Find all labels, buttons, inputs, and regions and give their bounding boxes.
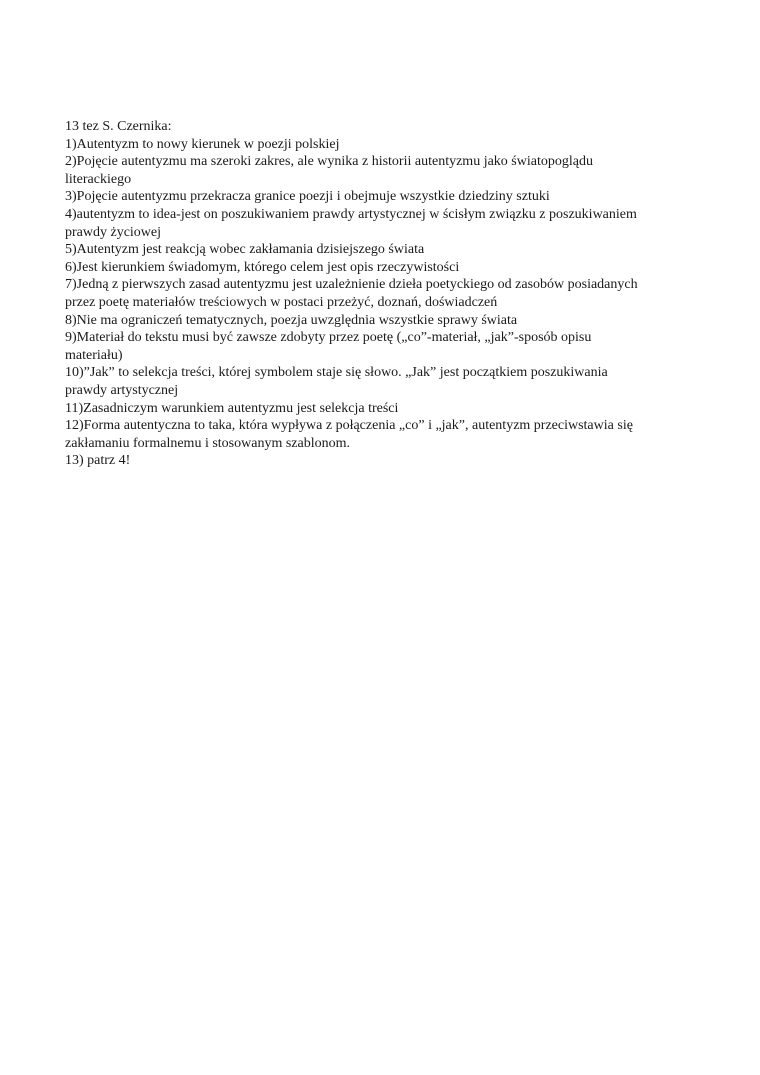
text-line: prawdy artystycznej — [65, 382, 179, 398]
text-line: 4)autentyzm to idea-jest on poszukiwaniem prawdy artystycznej w ścisłym związku z poszukiwaniem — [65, 206, 637, 222]
text-line: literackiego — [65, 171, 132, 187]
text-line: 2)Pojęcie autentyzmu ma szeroki zakres, ale wynika z historii autentyzmu jako światopoglądu — [65, 154, 593, 170]
text-line: 8)Nie ma ograniczeń tematycznych, poezja uwzględnia wszystkie sprawy świata — [65, 312, 518, 328]
text-line: 11)Zasadniczym warunkiem autentyzmu jest selekcja treści — [65, 400, 399, 416]
text-line: zakłamaniu formalnemu i stosowanym szablonom. — [65, 435, 350, 451]
text-line: przez poetę materiałów treściowych w postaci przeżyć, doznań, doświadczeń — [65, 294, 498, 310]
text-line: 7)Jedną z pierwszych zasad autentyzmu jest uzależnienie dzieła poetyckiego od zasobów posiadanych — [65, 277, 638, 293]
text-line: 5)Autentyzm jest reakcją wobec zakłamania dzisiejszego świata — [65, 242, 425, 258]
text-line: 13) patrz 4! — [65, 453, 131, 469]
text-line: materiału) — [65, 347, 123, 363]
document-text — [65, 118, 705, 470]
text-line: 3)Pojęcie autentyzmu przekracza granice poezji i obejmuje wszystkie dziedziny sztuki — [65, 189, 550, 205]
text-line: 9)Materiał do tekstu musi być zawsze zdobyty przez poetę („co”-materiał, „jak”-sposób opisu — [65, 330, 592, 346]
text-line: 10)”Jak” to selekcja treści, której symbolem staje się słowo. „Jak” jest początkiem poszukiwania — [65, 365, 608, 381]
text-line: 1)Autentyzm to nowy kierunek w poezji polskiej — [65, 136, 340, 152]
text-line: prawdy życiowej — [65, 224, 162, 240]
document-heading: 13 tez S. Czernika: — [65, 119, 172, 134]
text-line: 6)Jest kierunkiem świadomym, którego celem jest opis rzeczywistości — [65, 259, 460, 275]
text-line: 12)Forma autentyczna to taka, która wypływa z połączenia „co” i „jak”, autentyzm przeciwstawia się — [65, 418, 633, 434]
